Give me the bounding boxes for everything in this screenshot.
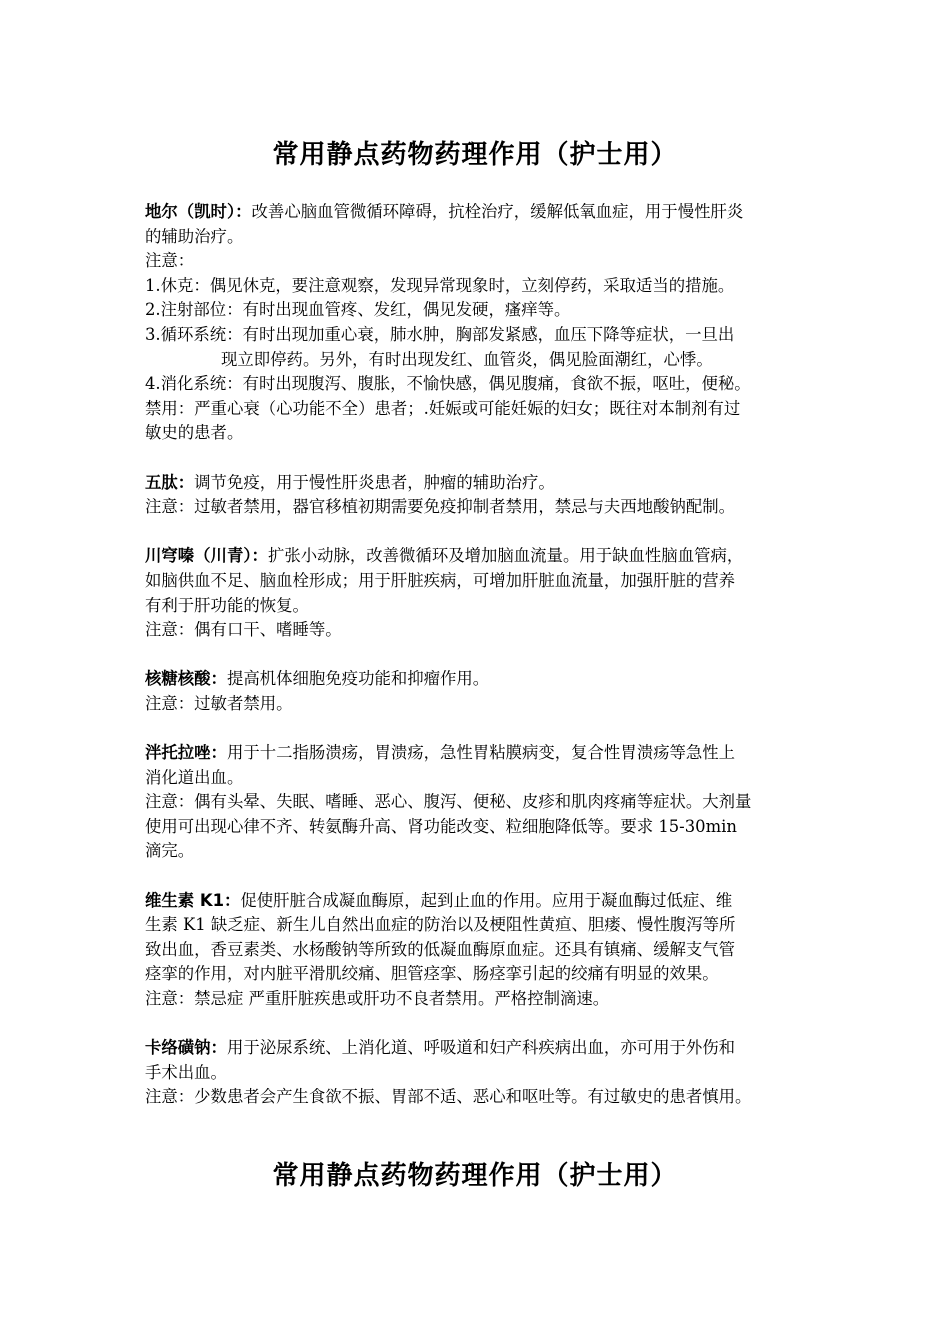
drug-name: 卡络磺钠： <box>145 1038 227 1058</box>
drug-section-dier <box>145 200 813 446</box>
drug-desc-line <box>145 544 813 569</box>
note-line: 注意：偶有头晕、失眠、嗜睡、恶心、腹泻、便秘、皮疹和肌肉疼痛等症状。大剂量 <box>145 792 752 812</box>
note-line: 注意：偶有口干、嗜睡等。 <box>145 620 342 640</box>
drug-desc: 用于泌尿系统、上消化道、呼吸道和妇产科疾病出血，亦可用于外伤和 <box>226 1038 736 1058</box>
drug-desc-line: 致出血，香豆素类、水杨酸钠等所致的低凝血酶原血症。还具有镇痛、缓解支气管 <box>145 939 736 959</box>
drug-desc: 促使肝脏合成凝血酶原，起到止血的作用。应用于凝血酶过低症、维 <box>240 890 733 910</box>
drug-desc: 提高机体细胞免疫功能和抑瘤作用。 <box>226 669 490 689</box>
note-item-4: 4.消化系统：有时出现腹泻、腹胀，不愉快感，偶见腹痛，食欲不振，呕吐，便秘。 <box>145 374 751 394</box>
note-line: 注意：少数患者会产生食欲不振、胃部不适、恶心和呕吐等。有过敏史的患者慎用。 <box>145 1087 752 1107</box>
page-title: 常用静点药物药理作用（护士用） <box>272 140 678 170</box>
section-spacer <box>145 520 813 545</box>
drug-desc-line: 的辅助治疗。 <box>145 226 244 246</box>
document-body <box>145 200 813 1110</box>
drug-desc-line: 有利于肝功能的恢复。 <box>145 595 309 615</box>
drug-desc-line: 痉挛的作用，对内脏平滑肌绞痛、胆管痉挛、肠痉挛引起的绞痛有明显的效果。 <box>145 964 719 984</box>
note-line: 注意：过敏者禁用。 <box>145 693 293 713</box>
drug-name: 核糖核酸： <box>145 669 227 689</box>
drug-desc-line: 生素 K1 缺乏症、新生儿自然出血症的防治以及梗阻性黄疸、胆瘘、慢性腹泻等所 <box>145 915 736 935</box>
drug-name: 川穹嗪（川青）： <box>145 546 268 566</box>
drug-section-hetang <box>145 667 813 716</box>
drug-desc-line <box>145 667 813 692</box>
contraindication-line: 禁用：严重心衰（心功能不全）患者；.妊娠或可能妊娠的妇女；既往对本制剂有过 <box>145 398 741 418</box>
note-item-2: 2.注射部位：有时出现血管疼、发红，偶见发硬，瘙痒等。 <box>145 300 571 320</box>
drug-section-wutai <box>145 471 813 520</box>
drug-desc-line: 如脑供血不足、脑血栓形成；用于肝脏疾病，可增加肝脏血流量，加强肝脏的营养 <box>145 570 736 590</box>
drug-desc-line: 消化道出血。 <box>145 767 244 787</box>
drug-name: 维生素 K1： <box>145 890 241 910</box>
drug-desc: 用于十二指肠溃疡，胃溃疡，急性胃粘膜病变，复合性胃溃疡等急性上 <box>226 743 736 763</box>
drug-section-vk1 <box>145 889 813 1012</box>
drug-name: 五肽： <box>145 472 195 492</box>
drug-desc: 改善心脑血管微循环障碍，抗栓治疗，缓解低氧血症，用于慢性肝炎 <box>251 202 744 221</box>
drug-desc-line <box>145 471 813 496</box>
note-line: 滴完。 <box>145 841 195 861</box>
drug-desc-line <box>145 1036 813 1061</box>
drug-name: 地尔（凯时）： <box>145 202 252 221</box>
drug-section-chuanqiong <box>145 544 813 642</box>
drug-desc-line <box>145 200 813 225</box>
note-label: 注意： <box>145 251 195 271</box>
section-spacer <box>145 1012 813 1037</box>
note-item-3-cont: 现立即停药。另外，有时出现发红、血管炎，偶见脸面潮红，心悸。 <box>221 349 713 369</box>
note-line: 注意：过敏者禁用，器官移植初期需要免疫抑制者禁用，禁忌与夫西地酸钠配制。 <box>145 497 736 517</box>
drug-name: 泮托拉唑： <box>145 743 227 763</box>
drug-desc-line <box>145 741 813 766</box>
drug-section-pantuo <box>145 741 813 864</box>
section-spacer <box>145 643 813 668</box>
drug-section-kaluo <box>145 1036 813 1110</box>
page-title-repeat: 常用静点药物药理作用（护士用） <box>272 1161 678 1191</box>
section-spacer <box>145 716 813 741</box>
drug-desc: 扩张小动脉，改善微循环及增加脑血流量。用于缺血性脑血管病， <box>267 546 744 566</box>
section-spacer <box>145 446 813 471</box>
drug-desc: 调节免疫，用于慢性肝炎患者，肿瘤的辅助治疗。 <box>194 472 555 492</box>
note-item-1: 1.休克：偶见休克，要注意观察，发现异常现象时，立刻停药，采取适当的措施。 <box>145 275 735 295</box>
note-item-3: 3.循环系统：有时出现加重心衰，肺水肿，胸部发紧感，血压下降等症状，一旦出 <box>145 324 735 344</box>
note-line: 注意：禁忌症 严重肝脏疾患或肝功不良者禁用。严格控制滴速。 <box>145 989 610 1008</box>
section-spacer <box>145 864 813 889</box>
drug-desc-line: 手术出血。 <box>145 1062 227 1082</box>
contraindication-line: 敏史的患者。 <box>145 423 244 443</box>
drug-desc-line <box>145 889 813 914</box>
note-line: 使用可出现心律不齐、转氨酶升高、肾功能改变、粒细胞降低等。要求 15-30min <box>145 816 737 836</box>
